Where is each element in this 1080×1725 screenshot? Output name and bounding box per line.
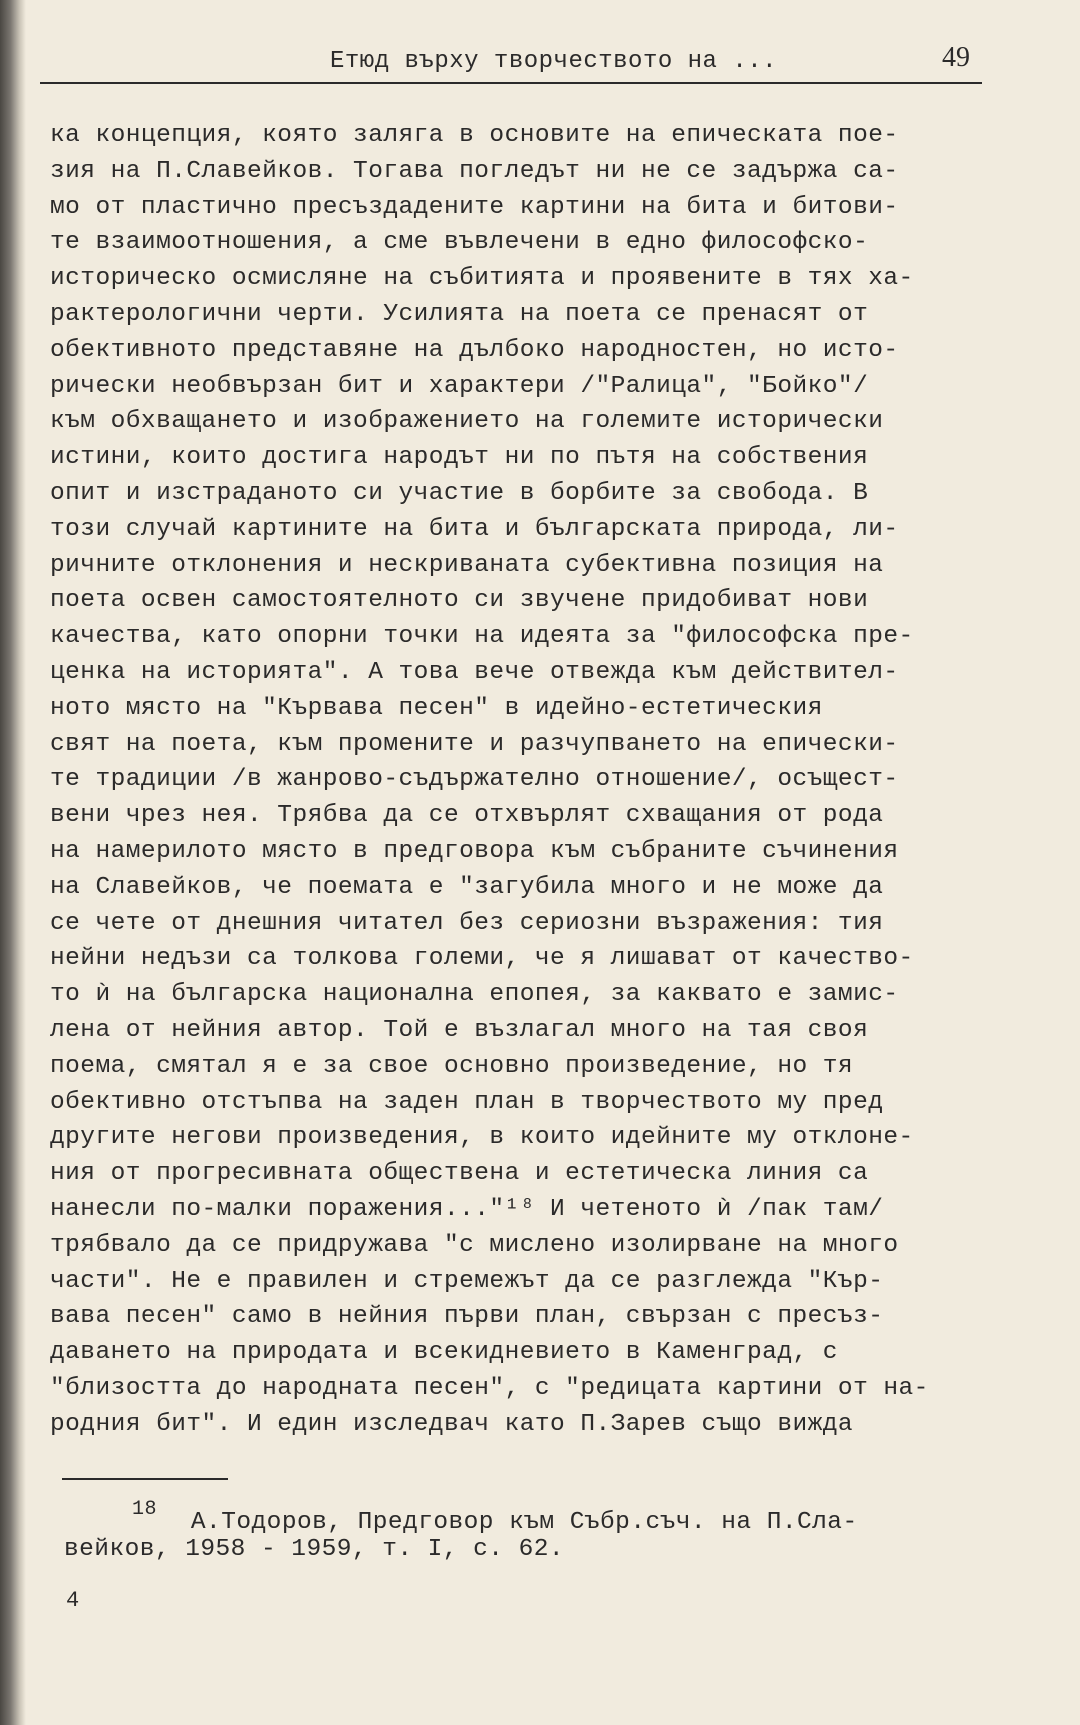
text-line: се чете от днешния читател без сериозни възражения: тия — [50, 909, 884, 937]
footnote — [64, 1490, 1014, 1570]
text-line: поема, смятал я е за свое основно произведение, но тя — [50, 1052, 854, 1080]
text-line: трябвало да се придружава "с мислено изолирване на много — [50, 1231, 899, 1259]
text-line: на намерилото място в предговора към събраните съчинения — [50, 837, 899, 865]
body-text — [50, 118, 1010, 1442]
page-number: 49 — [942, 42, 970, 73]
text-line: "близостта до народната песен", с "редицата картини от на- — [50, 1374, 929, 1402]
text-line: обективното представяне на дълбоко народностен, но исто- — [50, 336, 899, 364]
text-line: родния бит". И един изследвач като П.Зарев също вижда — [50, 1410, 854, 1438]
text-line: те традиции /в жанрово-съдържателно отношение/, осъщест- — [50, 766, 899, 794]
footnote-line: вейков, 1958 - 1959, т. I, с. 62. — [64, 1536, 565, 1563]
text-line: този случай картините на бита и българската природа, ли- — [50, 515, 899, 543]
header-rule — [40, 82, 982, 84]
text-line: мо от пластично пресъздадените картини на бита и битови- — [50, 193, 899, 221]
text-line: ния от прогресивната обществена и естетическа линия са — [50, 1160, 869, 1188]
text-line: то ѝ на българска национална епопея, за каквато е замис- — [50, 981, 899, 1009]
text-line: ка концепция, която заляга в основите на епическата пое- — [50, 122, 899, 149]
text-line: зия на П.Славейков. Тогава погледът ни не се задържа са- — [50, 157, 899, 185]
text-line: те взаимоотношения, а сме въвлечени в едно философско- — [50, 229, 869, 257]
text-line: истини, които достига народът ни по пътя на собствения — [50, 444, 869, 472]
text-line: историческо осмисляне на събитията и проявените в тях ха- — [50, 265, 914, 293]
text-line: лена от нейния автор. Той е възлагал много на тая своя — [50, 1016, 869, 1044]
text-line: ното място на "Кървава песен" в идейно-естетическия — [50, 694, 823, 722]
running-head: Етюд върху творчеството на ... — [330, 48, 778, 75]
text-line: вава песен" само в нейния първи план, свързан с пресъз- — [50, 1303, 884, 1331]
text-line: към обхващането и изображението на големите исторически — [50, 408, 884, 436]
footnote-rule — [62, 1478, 228, 1480]
text-line: нейни недъзи са толкова големи, че я лишават от качество- — [50, 945, 914, 973]
text-line: даването на природата и всекидневието в Каменград, с — [50, 1339, 838, 1367]
text-line: нанесли по-малки поражения..."¹⁸ И четеното ѝ /пак там/ — [50, 1195, 884, 1223]
text-line: обективно отстъпва на заден план в творчеството му пред — [50, 1088, 884, 1116]
text-line: ценка на историята". А това вече отвежда към действител- — [50, 658, 899, 686]
sheet-signature: 4 — [66, 1588, 80, 1613]
text-line: другите негови произведения, в които идейните му отклоне- — [50, 1124, 914, 1152]
text-line: ричните отклонения и нескриваната субективна позиция на — [50, 551, 884, 579]
text-line: рактерологични черти. Усилията на поета се пренасят от — [50, 300, 869, 328]
text-line: рически необвързан бит и характери /"Ралица", "Бойко"/ — [50, 372, 869, 400]
footnote-number: 18 — [132, 1498, 157, 1521]
text-line: опит и изстраданото си участие в борбите за свобода. В — [50, 479, 869, 507]
text-line: на Славейков, че поемата е "загубила много и не може да — [50, 873, 884, 901]
text-line: поета освен самостоятелното си звучене придобиват нови — [50, 587, 869, 615]
text-line: свят на поета, към промените и разчупването на епически- — [50, 730, 899, 758]
text-line: части". Не е правилен и стремежът да се разглежда "Кър- — [50, 1267, 884, 1295]
text-line: качества, като опорни точки на идеята за "философска пре- — [50, 623, 914, 651]
footnote-line — [64, 1490, 1014, 1536]
text-line: вени чрез нея. Трябва да се отхвърлят схващания от рода — [50, 802, 884, 830]
footnote-text: А.Тодоров, Предговор към Събр.съч. на П.Сла- — [190, 1509, 858, 1536]
